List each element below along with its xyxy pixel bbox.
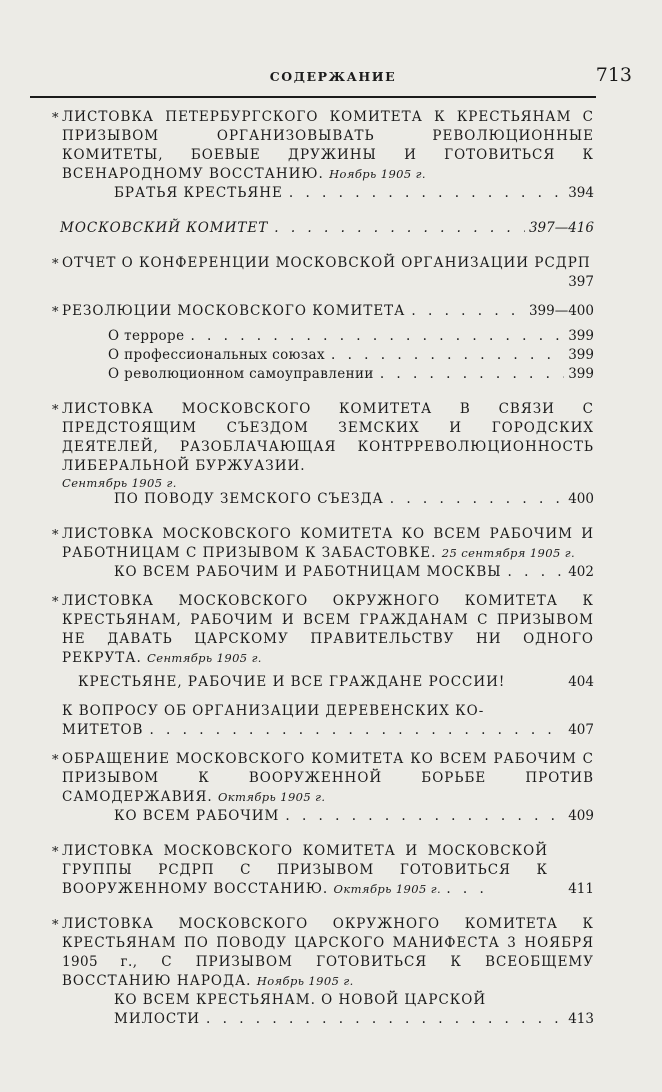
header-rule [30,96,596,98]
subentry-title: КО ВСЕМ РАБОЧИМ [114,808,280,824]
dot-leader [411,302,525,321]
page-ref: 397 [568,274,594,290]
page-ref: 411 [568,881,594,897]
entry-date: 25 сентября 1905 г. [441,546,576,560]
entry-date: Ноябрь 1905 г. [329,167,426,181]
dot-leader [274,219,525,238]
dot-leader [149,721,564,740]
dot-leader [380,365,564,384]
asterisk-icon: * [52,845,59,860]
toc-subentry [62,184,594,203]
page-ref: 399 [568,347,594,363]
toc-page-row [62,273,594,292]
dot-leader [331,346,564,365]
page-ref: 404 [568,674,594,690]
toc-subentry [62,563,594,582]
toc-entry-row [62,721,594,740]
subentry-title: ПО ПОВОДУ ЗЕМСКОГО СЪЕЗДА [114,491,384,507]
toc-subentry [62,807,594,826]
entry-text: ЛИСТОВКА МОСКОВСКОГО КОМИТЕТА В СВЯЗИ С ПРЕДСТОЯЩИМ СЪЕЗДОМ ЗЕМСКИХ И ГОРОДСКИХ ДЕЯТЕЛЕЙ, РАЗОБЛАЧАЮЩАЯ КОНТРРЕВОЛЮЦИОННОСТЬ ЛИБЕРАЛЬНОЙ БУРЖУАЗИИ. [62,401,594,474]
toc-entry [52,592,594,692]
dot-leader [390,490,564,509]
asterisk-icon: * [52,257,59,272]
entry-date: Октябрь 1905 г. [333,882,442,896]
entry-title-cont: МИТЕТОВ [62,722,144,738]
page-ref: 400 [568,491,594,507]
page-range: 399—400 [528,303,594,319]
toc-entry [52,254,594,292]
toc-subentry [62,490,594,509]
asterisk-icon: * [52,595,59,610]
toc-entry [52,525,594,582]
page-ref: 399 [568,328,594,344]
toc-entry-row [62,302,594,321]
subentry-title-cont: МИЛОСТИ [114,1011,201,1027]
page-ref: 394 [568,185,594,201]
toc-entry [52,842,594,899]
entry-text: ОБРАЩЕНИЕ МОСКОВСКОГО КОМИТЕТА КО ВСЕМ РАБОЧИМ С ПРИЗЫВОМ К ВООРУЖЕННОЙ БОРЬБЕ ПРОТИВ САМОДЕРЖАВИЯ. Октябрь 1905 г. [62,751,594,805]
toc-entry [52,915,595,1029]
entry-text: ОТЧЕТ О КОНФЕРЕНЦИИ МОСКОВСКОЙ ОРГАНИЗАЦИИ РСДРП [62,255,591,271]
page-number: 713 [595,64,632,86]
entry-title: РЕЗОЛЮЦИИ МОСКОВСКОГО КОМИТЕТА [62,303,406,319]
asterisk-icon: * [52,403,59,418]
entry-text: ЛИСТОВКА МОСКОВСКОГО КОМИТЕТА КО ВСЕМ РАБОЧИМ И РАБОТНИЦАМ С ПРИЗЫВОМ К ЗАБАСТОВКЕ. 25 сентября 1905 г. [62,526,594,561]
asterisk-icon: * [52,305,59,320]
entry-text: ЛИСТОВКА МОСКОВСКОГО КОМИТЕТА И МОСКОВСКОЙ ГРУППЫ РСДРП С ПРИЗЫВОМ ГОТОВИТЬСЯ К ВООРУЖЕННОМУ ВОССТАНИЮ. Октябрь 1905 г. . . . [62,843,548,897]
entry-text: ЛИСТОВКА МОСКОВСКОГО ОКРУЖНОГО КОМИТЕТА К КРЕСТЬЯНАМ ПО ПОВОДУ ЦАРСКОГО МАНИФЕСТА 3 НОЯБРЯ 1905 г., С ПРИЗЫВОМ ГОТОВИТЬСЯ К ВСЕОБЩЕМУ ВОССТАНИЮ НАРОДА. Ноябрь 1905 г. [62,916,595,989]
subentry-title: КО ВСЕМ КРЕСТЬЯНАМ. О НОВОЙ ЦАРСКОЙ [114,992,487,1008]
page-ref: 409 [568,808,594,824]
dot-leader [289,184,564,203]
entry-date: Ноябрь 1905 г. [256,974,354,988]
subentry-title: БРАТЬЯ КРЕСТЬЯНЕ [114,185,283,201]
toc-subentry [62,327,594,346]
asterisk-icon: * [52,111,59,126]
subentry-title: КО ВСЕМ РАБОЧИМ И РАБОТНИЦАМ МОСКВЫ [114,564,502,580]
running-title: СОДЕРЖАНИЕ [269,69,397,84]
toc-subentry [62,365,594,384]
table-of-contents [52,108,595,1029]
toc-subentry [62,673,594,692]
section-heading [60,219,594,238]
entry-date: Сентябрь 1905 г. [147,651,262,665]
page-ref: 402 [568,564,594,580]
toc-subentry [62,1010,594,1029]
subentry-title: О терроре [108,328,185,344]
entry-text: ЛИСТОВКА МОСКОВСКОГО ОКРУЖНОГО КОМИТЕТА К КРЕСТЬЯНАМ, РАБОЧИМ И ВСЕМ ГРАЖДАНАМ С ПРИЗЫВОМ НЕ ДАВАТЬ ЦАРСКОМУ ПРАВИТЕЛЬСТВУ НИ ОДНОГО РЕКРУТА. Сентябрь 1905 г. [62,593,594,666]
page-ref: 407 [568,722,594,738]
toc-entry [52,400,594,509]
page-ref: 399 [568,366,594,382]
entry-date: Сентябрь 1905 г. [62,476,177,490]
toc-entry [52,302,594,384]
page-header [30,64,636,94]
subentry-title: КРЕСТЬЯНЕ, РАБОЧИЕ И ВСЕ ГРАЖДАНЕ РОССИИ! [78,674,506,690]
toc-entry [52,108,594,203]
page-range: 397—416 [528,220,594,236]
asterisk-icon: * [52,918,59,933]
subentry-title: О профессиональных союзах [108,347,326,363]
dot-leader [206,1010,564,1029]
subentry-title: О революционном самоуправлении [108,366,374,382]
dot-leader [285,807,564,826]
toc-entry [62,702,594,740]
entry-text: ЛИСТОВКА ПЕТЕРБУРГСКОГО КОМИТЕТА К КРЕСТЬЯНАМ С ПРИЗЫВОМ ОРГАНИЗОВЫВАТЬ РЕВОЛЮЦИОННЫЕ КОМИТЕТЫ, БОЕВЫЕ ДРУЖИНЫ И ГОТОВИТЬСЯ К ВСЕНАРОДНОМУ ВОССТАНИЮ. Ноябрь 1905 г. [62,109,594,182]
toc-entry [52,750,594,826]
section-title: МОСКОВСКИЙ КОМИТЕТ [60,220,269,236]
entry-date: Октябрь 1905 г. [217,790,326,804]
asterisk-icon: * [52,753,59,768]
page-ref: 413 [568,1011,594,1027]
dot-leader [508,563,564,582]
entry-text: К ВОПРОСУ ОБ ОРГАНИЗАЦИИ ДЕРЕВЕНСКИХ КО- [62,703,485,719]
dot-leader [190,327,564,346]
asterisk-icon: * [52,528,59,543]
toc-subentry [62,346,594,365]
